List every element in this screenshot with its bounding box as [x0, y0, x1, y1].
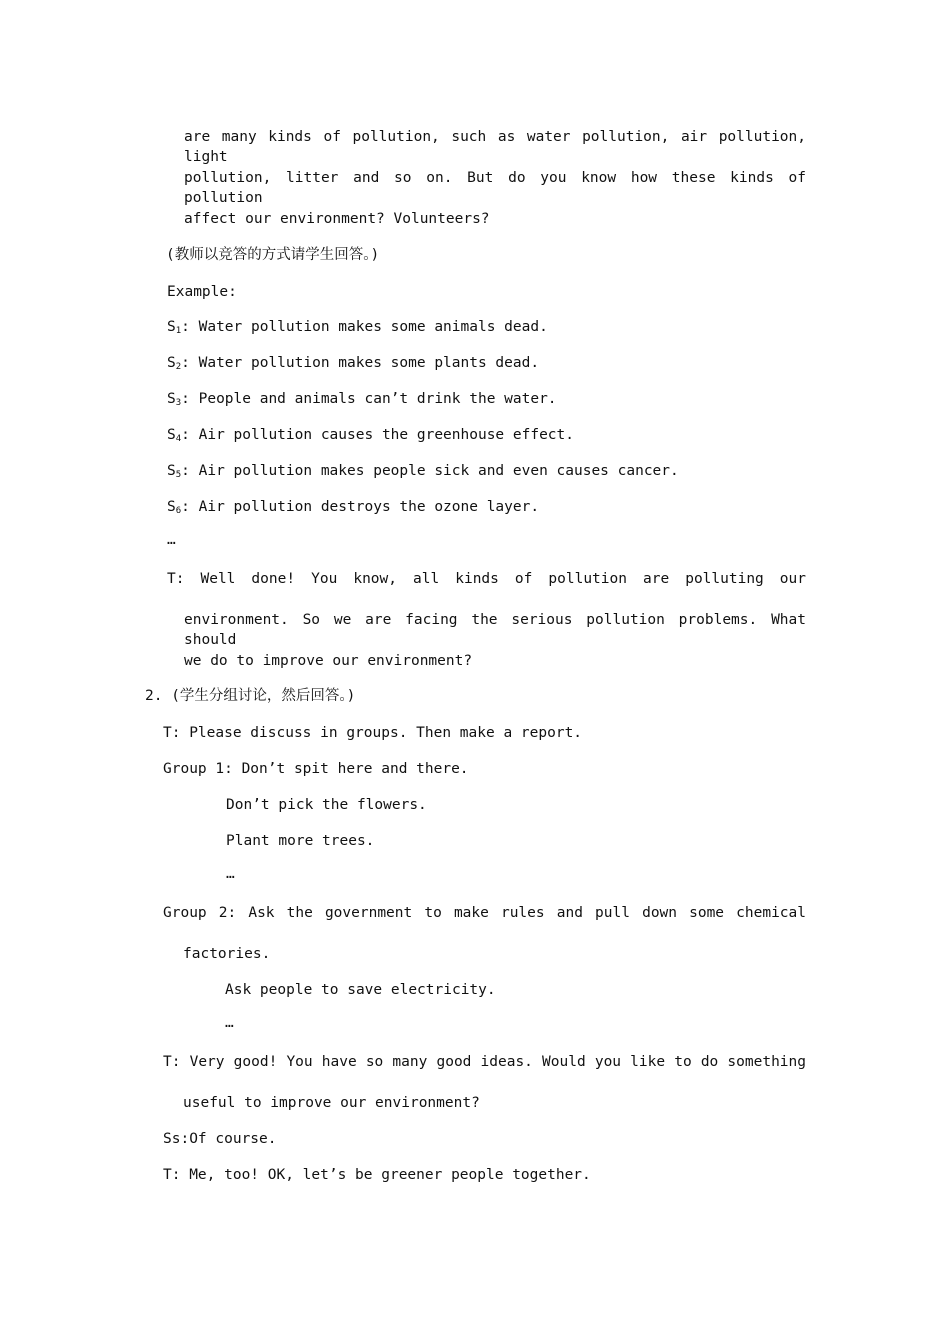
example-label: Example:	[167, 284, 237, 300]
teacher-line-3: we do to improve our environment?	[184, 653, 473, 669]
group-2-line-3: Ask people to save electricity.	[225, 982, 496, 998]
group-1-line-1: Group 1: Don’t spit here and there.	[163, 761, 469, 777]
intro-line-2: pollution, litter and so on. But do you know how these kinds of pollution	[184, 170, 806, 206]
teacher-praise-line-2: useful to improve our environment?	[183, 1095, 480, 1111]
intro-line-3: affect our environment? Volunteers?	[184, 211, 490, 227]
teacher-closing: T: Me, too! OK, let’s be greener people together.	[163, 1167, 591, 1183]
intro-line-1: are many kinds of pollution, such as water pollution, air pollution, light	[184, 129, 806, 165]
step-2-heading: 2. (学生分组讨论，然后回答。)	[145, 688, 356, 704]
student-answer: $S_3$: People and animals can’t drink the water.	[167, 391, 557, 408]
group-2-line-2: factories.	[183, 946, 271, 962]
ellipsis: …	[167, 532, 176, 548]
students-reply: Ss:Of course.	[163, 1131, 277, 1147]
ellipsis: …	[225, 1015, 234, 1031]
ellipsis: …	[226, 866, 235, 882]
teacher-praise-line-1: T: Very good! You have so many good ideas. Would you like to do something	[163, 1054, 806, 1070]
student-answer: $S_2$: Water pollution makes some plants dead.	[167, 355, 540, 372]
teacher-line-2: environment. So we are facing the serious pollution problems. What should	[184, 612, 806, 648]
teacher-line-1: T: Well done! You know, all kinds of pollution are polluting our	[167, 571, 806, 587]
teacher-note: (教师以竞答的方式请学生回答。)	[166, 247, 380, 263]
group-1-line-3: Plant more trees.	[226, 833, 375, 849]
student-answer: $S_6$: Air pollution destroys the ozone layer.	[167, 499, 540, 516]
teacher-instruction: T: Please discuss in groups. Then make a report.	[163, 725, 583, 741]
student-answer: $S_4$: Air pollution causes the greenhouse effect.	[167, 427, 574, 444]
student-answer: $S_1$: Water pollution makes some animals dead.	[167, 319, 548, 336]
group-1-line-2: Don’t pick the flowers.	[226, 797, 427, 813]
student-answer: $S_5$: Air pollution makes people sick and even causes cancer.	[167, 463, 679, 480]
group-2-line-1: Group 2: Ask the government to make rules and pull down some chemical	[163, 905, 806, 921]
